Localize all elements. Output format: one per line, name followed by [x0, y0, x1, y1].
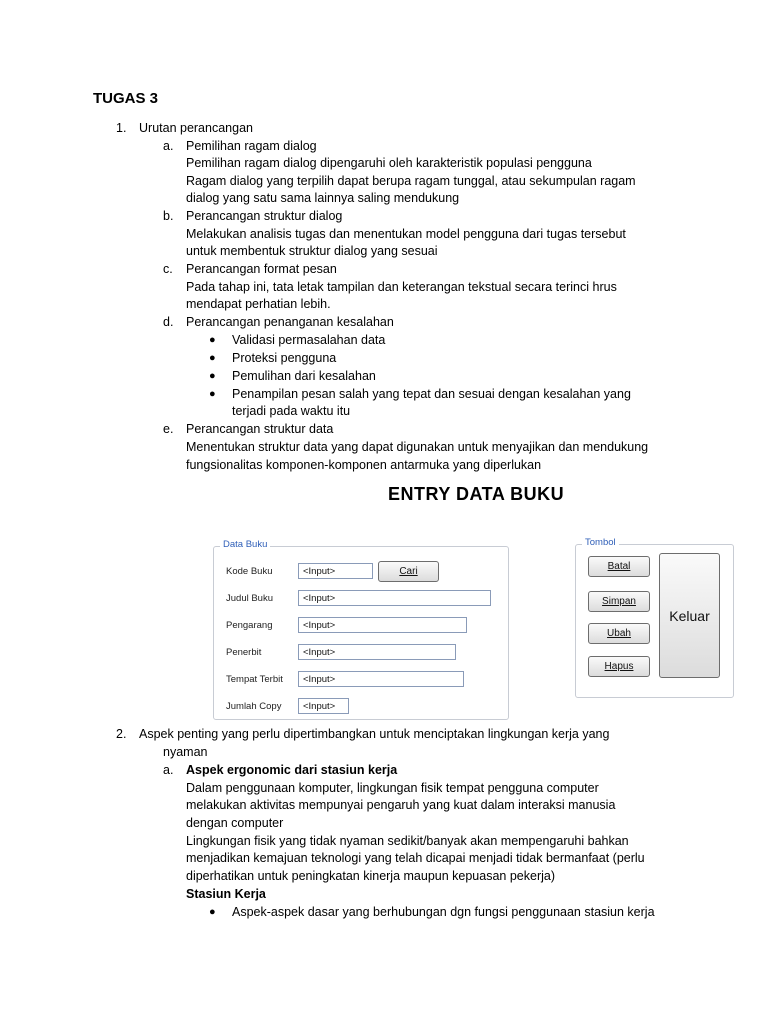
hapus-button[interactable]: Hapus	[588, 656, 650, 677]
item-e-letter: e.	[163, 422, 174, 436]
item-a-line: Pemilihan ragam dialog dipengaruhi oleh karakteristik populasi pengguna	[186, 156, 592, 170]
judul-buku-input[interactable]: <Input>	[298, 590, 491, 606]
ubah-button[interactable]: Ubah	[588, 623, 650, 644]
field-label-kode-buku: Kode Buku	[226, 566, 273, 577]
bullet-icon: ●	[209, 906, 216, 918]
item-c-line: Pada tahap ini, tata letak tampilan dan keterangan tekstual secara terinci hrus	[186, 280, 617, 294]
tombol-group-label: Tombol	[582, 537, 619, 548]
item-2a-letter: a.	[163, 763, 174, 777]
item-a-letter: a.	[163, 139, 174, 153]
item-d-heading: Perancangan penanganan kesalahan	[186, 315, 394, 329]
item-c-letter: c.	[163, 262, 173, 276]
item-a-line: dialog yang satu sama lainnya saling mendukung	[186, 191, 460, 205]
data-buku-group-label: Data Buku	[220, 539, 270, 550]
item-2a-line: menjadikan kemajuan teknologi yang telah dicapai menjadi tidak bermanfaat (perlu	[186, 851, 645, 865]
bullet-text: Validasi permasalahan data	[232, 333, 386, 347]
pengarang-input[interactable]: <Input>	[298, 617, 467, 633]
penerbit-input[interactable]: <Input>	[298, 644, 456, 660]
item-b-line: Melakukan analisis tugas dan menentukan model pengguna dari tugas tersebut	[186, 227, 626, 241]
page-title: TUGAS 3	[93, 90, 159, 107]
item-e-heading: Perancangan struktur data	[186, 422, 334, 436]
bullet-text: Penampilan pesan salah yang tepat dan sesuai dengan kesalahan yang	[232, 387, 631, 401]
bullet-icon: ●	[209, 388, 216, 400]
simpan-button[interactable]: Simpan	[588, 591, 650, 612]
section-2-heading-cont: nyaman	[163, 745, 208, 759]
jumlah-copy-input[interactable]: <Input>	[298, 698, 349, 714]
field-label-pengarang: Pengarang	[226, 620, 273, 631]
section-1-heading: Urutan perancangan	[139, 121, 253, 135]
item-2a-line: Dalam penggunaan komputer, lingkungan fisik tempat pengguna computer	[186, 781, 599, 795]
item-2a-line: dengan computer	[186, 816, 284, 830]
bullet-text: Pemulihan dari kesalahan	[232, 369, 376, 383]
section-2-heading: Aspek penting yang perlu dipertimbangkan untuk menciptakan lingkungan kerja yang	[139, 727, 610, 741]
item-b-heading: Perancangan struktur dialog	[186, 209, 343, 223]
bullet-text: Aspek-aspek dasar yang berhubungan dgn fungsi penggunaan stasiun kerja	[232, 905, 655, 919]
item-c-heading: Perancangan format pesan	[186, 262, 337, 276]
item-b-line: untuk membentuk struktur dialog yang sesuai	[186, 244, 438, 258]
field-label-jumlah-copy: Jumlah Copy	[226, 701, 282, 712]
bullet-icon: ●	[209, 352, 216, 364]
field-label-judul-buku: Judul Buku	[226, 593, 274, 604]
bullet-icon: ●	[209, 334, 216, 346]
tempat-terbit-input[interactable]: <Input>	[298, 671, 464, 687]
cari-button[interactable]: Cari	[378, 561, 439, 582]
kode-buku-input[interactable]: <Input>	[298, 563, 373, 579]
item-2a-line: diperhatikan untuk peningkatan kinerja maupun kepuasan pekerja)	[186, 869, 556, 883]
section-1-number: 1.	[116, 121, 127, 135]
item-d-letter: d.	[163, 315, 174, 329]
field-label-tempat-terbit: Tempat Terbit	[226, 674, 283, 685]
bullet-text: Proteksi pengguna	[232, 351, 337, 365]
bullet-text-cont: terjadi pada waktu itu	[232, 404, 351, 418]
item-c-line: mendapat perhatian lebih.	[186, 297, 331, 311]
section-2-number: 2.	[116, 727, 127, 741]
item-e-line: fungsionalitas komponen-komponen antarmuka yang diperlukan	[186, 458, 542, 472]
item-e-line: Menentukan struktur data yang dapat digunakan untuk menyajikan dan mendukung	[186, 440, 649, 454]
bullet-icon: ●	[209, 370, 216, 382]
stasiun-kerja-heading: Stasiun Kerja	[186, 887, 266, 901]
item-2a-line: Lingkungan fisik yang tidak nyaman sedikit/banyak akan mempengaruhi bahkan	[186, 834, 629, 848]
field-label-penerbit: Penerbit	[226, 647, 262, 658]
figure-title: ENTRY DATA BUKU	[388, 484, 565, 504]
batal-button[interactable]: Batal	[588, 556, 650, 577]
item-2a-heading: Aspek ergonomic dari stasiun kerja	[186, 763, 398, 777]
keluar-button[interactable]: Keluar	[659, 553, 720, 678]
item-2a-line: melakukan aktivitas mempunyai pengaruh yang kuat dalam interaksi manusia	[186, 798, 616, 812]
item-b-letter: b.	[163, 209, 174, 223]
item-a-heading: Pemilihan ragam dialog	[186, 139, 317, 153]
item-a-line: Ragam dialog yang terpilih dapat berupa ragam tunggal, atau sekumpulan ragam	[186, 174, 636, 188]
